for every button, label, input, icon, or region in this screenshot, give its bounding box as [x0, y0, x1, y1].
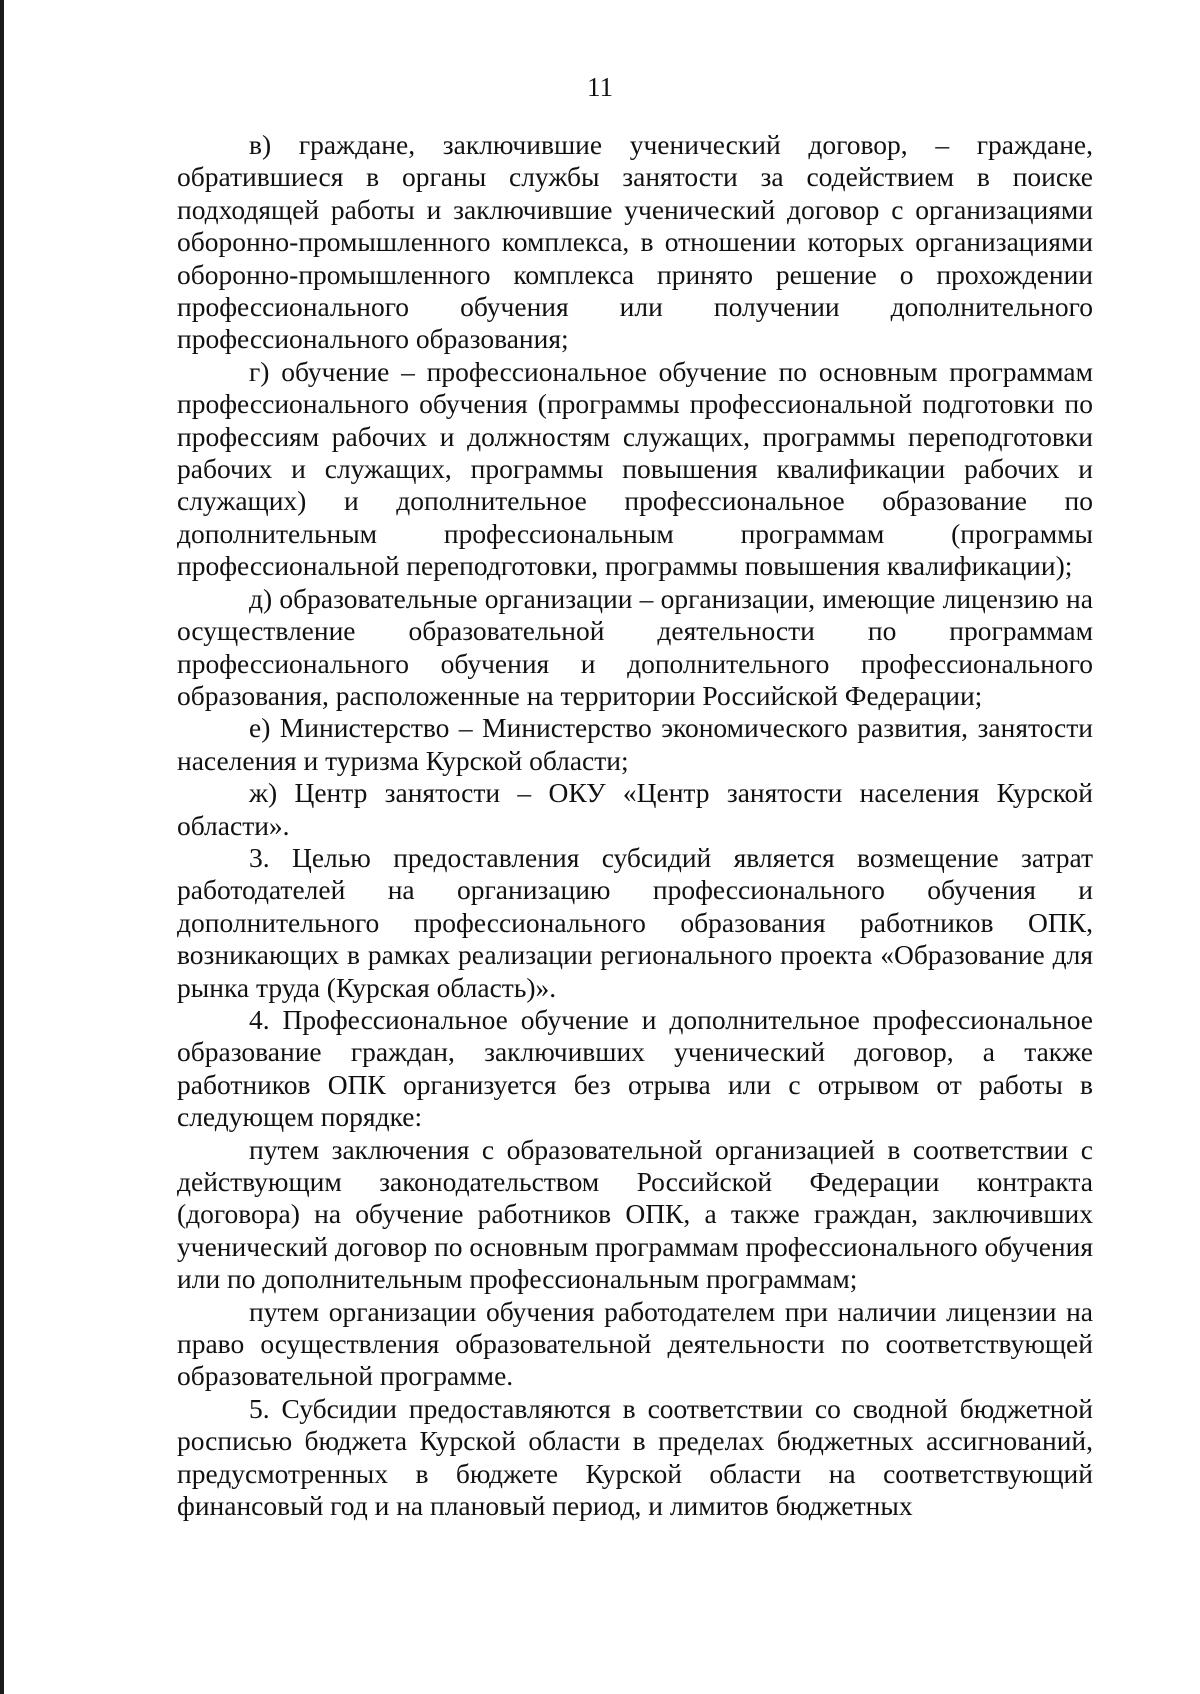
paragraph-e-ministry: е) Министерство – Министерство экономического развития, занятости населения и туризма Курской области; — [177, 712, 1093, 776]
scan-left-border — [0, 0, 4, 1694]
paragraph-5-subsidies: 5. Субсидии предоставляются в соответствии со сводной бюджетной росписью бюджета Курской области в пределах бюджетных ассигнований, предусмотренных в бюджете Курской области на соответствующий финансовый год и на плановый период, и лимитов бюджетных — [177, 1392, 1093, 1522]
paragraph-zh-employment-center: ж) Центр занятости – ОКУ «Центр занятости населения Курской области». — [177, 777, 1093, 841]
document-body — [177, 129, 1093, 1522]
paragraph-contract-method: путем заключения с образовательной организацией в соответствии с действующим законодательством Российской Федерации контракта (договора) на обучение работников ОПК, а также граждан, заключивших ученический договор по основным программам профессионального обучения или по дополнительным профессиональным программам; — [177, 1133, 1094, 1295]
paragraph-employer-method: путем организации обучения работодателем при наличии лицензии на право осуществления образовательной деятельности по соответствующей образовательной программе. — [177, 1295, 1093, 1392]
paragraph-g-training: г) обучение – профессиональное обучение по основным программам профессионального обучения (программы профессиональной подготовки по профессиям рабочих и должностям служащих, программы переподготовки рабочих и служащих, программы повышения квалификации рабочих и служащих) и дополнительное профессиональное образование по дополнительным профессиональным программам (программы профессиональной переподготовки, программы повышения квалификации); — [177, 355, 1093, 582]
paragraph-d-educational-organizations: д) образовательные организации – организации, имеющие лицензию на осуществление образовательной деятельности по программам профессионального обучения и дополнительного профессионального образования, расположенные на территории Российской Федерации; — [177, 582, 1093, 711]
paragraph-v-definitions: в) граждане, заключившие ученический договор, – граждане, обратившиеся в органы службы занятости за содействием в поиске подходящей работы и заключившие ученический договор с организациями оборонно-промышленного комплекса, в отношении которых организациями оборонно-промышленного комплекса принято решение о прохождении профессионального обучения или получении дополнительного профессионального образования; — [177, 129, 1093, 355]
page-number: 11 — [587, 72, 613, 102]
paragraph-3-purpose: 3. Целью предоставления субсидий является возмещение затрат работодателей на организацию профессионального обучения и дополнительного профессионального образования работников ОПК, возникающих в рамках реализации регионального проекта «Образование для рынка труда (Курская область)». — [177, 841, 1093, 1003]
paragraph-4-training-order: 4. Профессиональное обучение и дополнительное профессиональное образование граждан, заключивших ученический договор, а также работников ОПК организуется без отрыва или с отрывом от работы в следующем порядке: — [177, 1003, 1093, 1133]
